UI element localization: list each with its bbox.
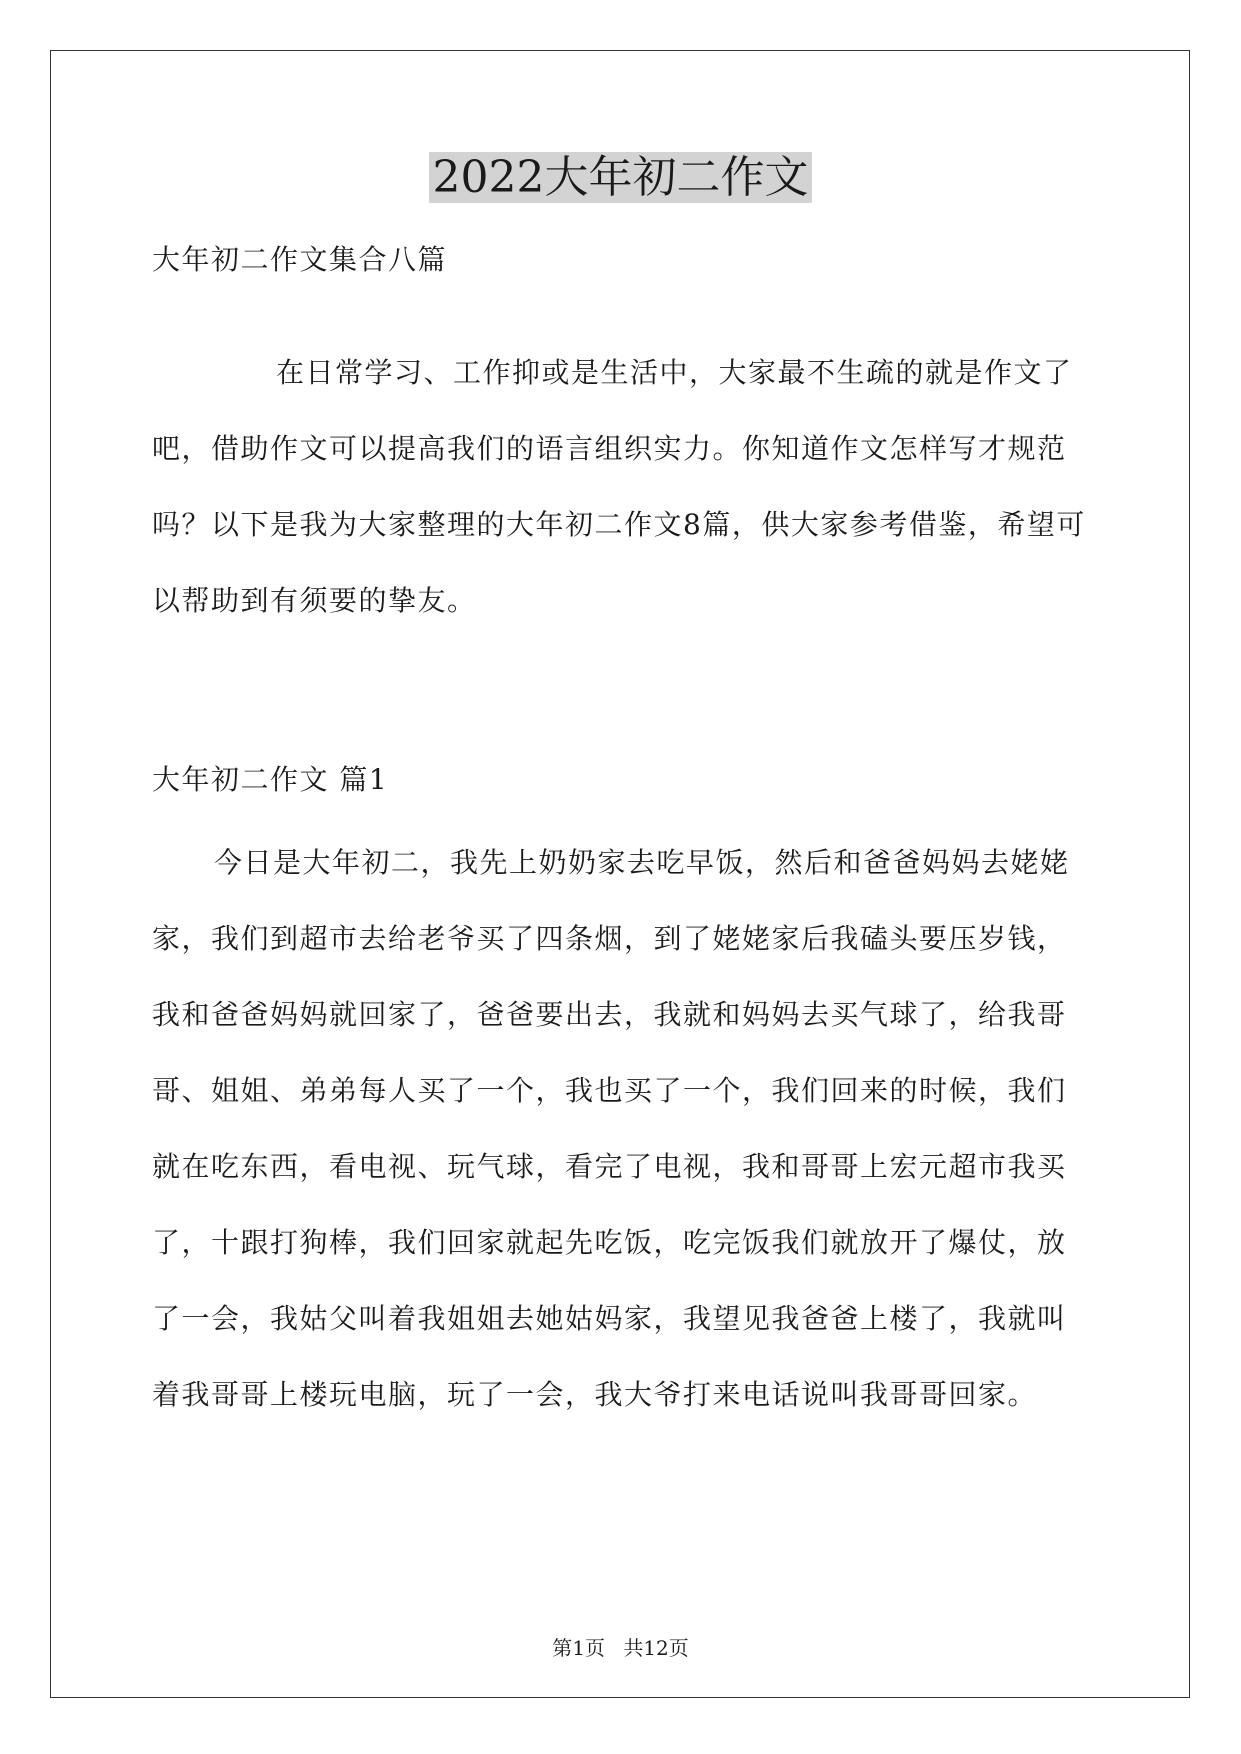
section-heading: 大年初二作文 篇1 <box>152 763 389 796</box>
section-body: 今日是大年初二，我先上奶奶家去吃早饭，然后和爸爸妈妈去姥姥家，我们到超市去给老爷买了四条烟，到了姥姥家后我磕头要压岁钱，我和爸爸妈妈就回家了，爸爸要出去，我就和妈妈去买气球了，给我哥哥、姐姐、弟弟每人买了一个，我也买了一个，我们回来的时候，我们就在吃东西，看电视、玩气球，看完了电视，我和哥哥上宏元超市我买了，十跟打狗棒，我们回家就起先吃饭，吃完饭我们就放开了爆仗，放了一会，我姑父叫着我姐姐去她姑妈家，我望见我爸爸上楼了，我就叫着我哥哥上楼玩电脑，玩了一会，我大爷打来电话说叫我哥哥回家。 <box>152 846 1070 1411</box>
intro-paragraph: 在日常学习、工作抑或是生活中，大家最不生疏的就是作文了吧，借助作文可以提高我们的语言组织实力。你知道作文怎样写才规范吗？以下是我为大家整理的大年初二作文8篇，供大家参考借鉴，希望可以帮助到有须要的挚友。 <box>152 356 1086 617</box>
page-number: 第1页 <box>552 1636 605 1660</box>
page-footer <box>0 1632 1241 1661</box>
document-title <box>0 150 1241 206</box>
document-subtitle: 大年初二作文集合八篇 <box>152 243 448 276</box>
page-total: 共12页 <box>623 1636 689 1660</box>
document-title-text: 2022大年初二作文 <box>429 152 813 203</box>
